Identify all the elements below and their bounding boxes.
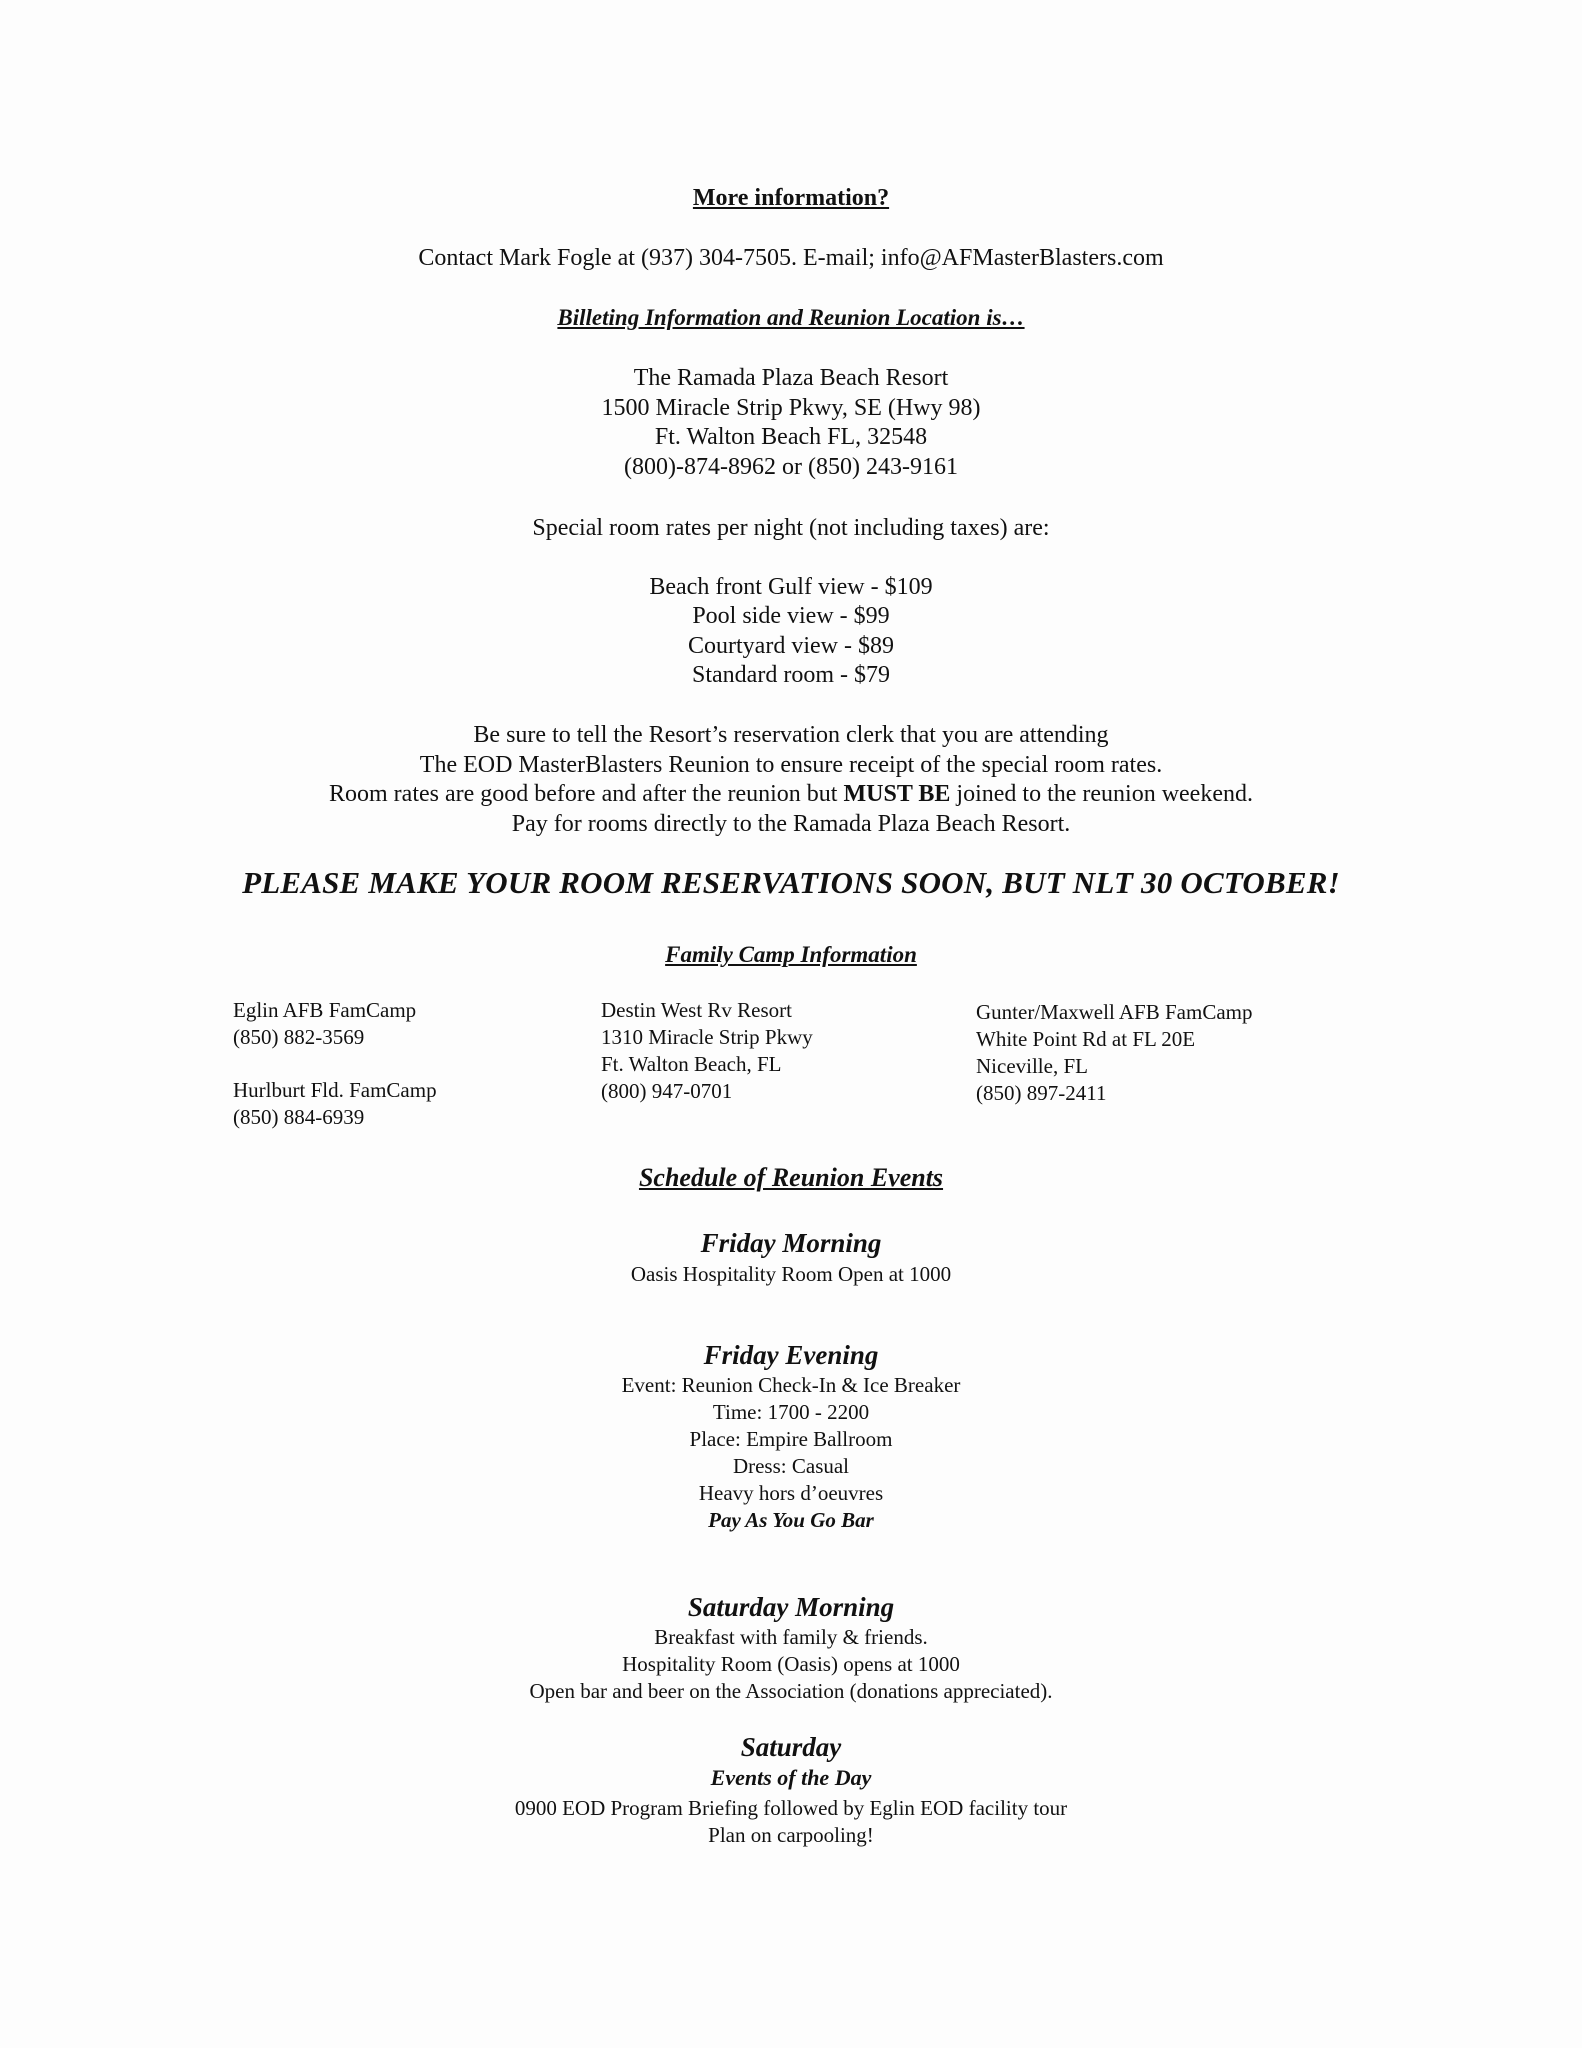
famcamp-destin-line-3: Ft. Walton Beach, FL — [601, 1052, 782, 1076]
friday-evening-line-1: Event: Reunion Check-In & Ice Breaker — [621, 1373, 961, 1397]
notes-line-1: Be sure to tell the Resort’s reservation clerk that you are attending — [473, 722, 1109, 748]
friday-evening-line-4: Dress: Casual — [732, 1454, 850, 1478]
rates-intro: Special room rates per night (not including taxes) are: — [532, 515, 1050, 541]
more-info-heading: More information? — [692, 185, 890, 211]
saturday-title: Saturday — [740, 1732, 842, 1762]
famcamp-gunter-line-4: (850) 897-2411 — [976, 1081, 1107, 1105]
address-line-2: 1500 Miracle Strip Pkwy, SE (Hwy 98) — [601, 395, 981, 421]
saturday-morning-line-3: Open bar and beer on the Association (donations appreciated). — [529, 1679, 1053, 1703]
saturday-subtitle: Events of the Day — [710, 1765, 872, 1790]
famcamp-column-1 — [233, 997, 437, 1131]
famcamp-eglin-name: Eglin AFB FamCamp — [233, 998, 417, 1022]
address-line-1: The Ramada Plaza Beach Resort — [633, 365, 949, 391]
famcamp-column-3 — [976, 999, 1253, 1107]
rate-line-2: Pool side view - $99 — [692, 603, 890, 629]
friday-evening-title: Friday Evening — [703, 1340, 879, 1370]
rate-line-1: Beach front Gulf view - $109 — [649, 574, 933, 600]
notes-line-3-post: joined to the reunion weekend. — [950, 781, 1253, 807]
saturday-line-1: 0900 EOD Program Briefing followed by Eglin EOD facility tour — [514, 1796, 1068, 1820]
friday-evening-line-2: Time: 1700 - 2200 — [712, 1400, 870, 1424]
friday-evening-line-3: Place: Empire Ballroom — [689, 1427, 893, 1451]
notes-line-3-pre: Room rates are good before and after the reunion but — [329, 781, 844, 807]
address-line-3: Ft. Walton Beach FL, 32548 — [654, 424, 928, 450]
saturday-morning-title: Saturday Morning — [687, 1592, 895, 1622]
famcamp-column-2 — [601, 997, 813, 1105]
saturday-line-2: Plan on carpooling! — [708, 1823, 874, 1847]
notes-line-4: Pay for rooms directly to the Ramada Plaza Beach Resort. — [511, 811, 1071, 837]
famcamp-hurlburt-name: Hurlburt Fld. FamCamp — [233, 1078, 437, 1102]
famcamp-destin-line-4: (800) 947-0701 — [601, 1079, 733, 1103]
famcamp-gunter-line-3: Niceville, FL — [976, 1054, 1088, 1078]
famcamp-gunter-line-2: White Point Rd at FL 20E — [976, 1027, 1196, 1051]
friday-morning-title: Friday Morning — [700, 1228, 882, 1258]
friday-evening-line-5: Heavy hors d’oeuvres — [698, 1481, 884, 1505]
friday-evening-bar-note: Pay As You Go Bar — [708, 1508, 874, 1532]
address-line-4: (800)-874-8962 or (850) 243-9161 — [624, 454, 958, 480]
famcamp-destin-line-2: 1310 Miracle Strip Pkwy — [601, 1025, 813, 1049]
reservation-notice: PLEASE MAKE YOUR ROOM RESERVATIONS SOON, BUT NLT 30 OCTOBER! — [242, 865, 1340, 900]
notes-line-3 — [0, 779, 1582, 809]
famcamp-gunter-line-1: Gunter/Maxwell AFB FamCamp — [976, 1000, 1253, 1024]
famcamp-destin-line-1: Destin West Rv Resort — [601, 998, 792, 1022]
schedule-heading: Schedule of Reunion Events — [638, 1163, 944, 1192]
friday-morning-line-1: Oasis Hospitality Room Open at 1000 — [630, 1262, 952, 1286]
contact-line: Contact Mark Fogle at (937) 304-7505. E-mail; info@AFMasterBlasters.com — [418, 245, 1164, 271]
billeting-heading: Billeting Information and Reunion Location is… — [557, 305, 1025, 330]
saturday-morning-line-2: Hospitality Room (Oasis) opens at 1000 — [622, 1652, 960, 1676]
rate-line-4: Standard room - $79 — [692, 662, 890, 688]
famcamp-eglin-phone: (850) 882-3569 — [233, 1025, 365, 1049]
family-camp-heading: Family Camp Information — [665, 942, 917, 967]
famcamp-hurlburt-phone: (850) 884-6939 — [233, 1105, 365, 1129]
saturday-morning-line-1: Breakfast with family & friends. — [654, 1625, 928, 1649]
notes-line-3-bold: MUST BE — [843, 781, 951, 807]
notes-line-2: The EOD MasterBlasters Reunion to ensure receipt of the special room rates. — [419, 752, 1163, 778]
rate-line-3: Courtyard view - $89 — [688, 633, 894, 659]
